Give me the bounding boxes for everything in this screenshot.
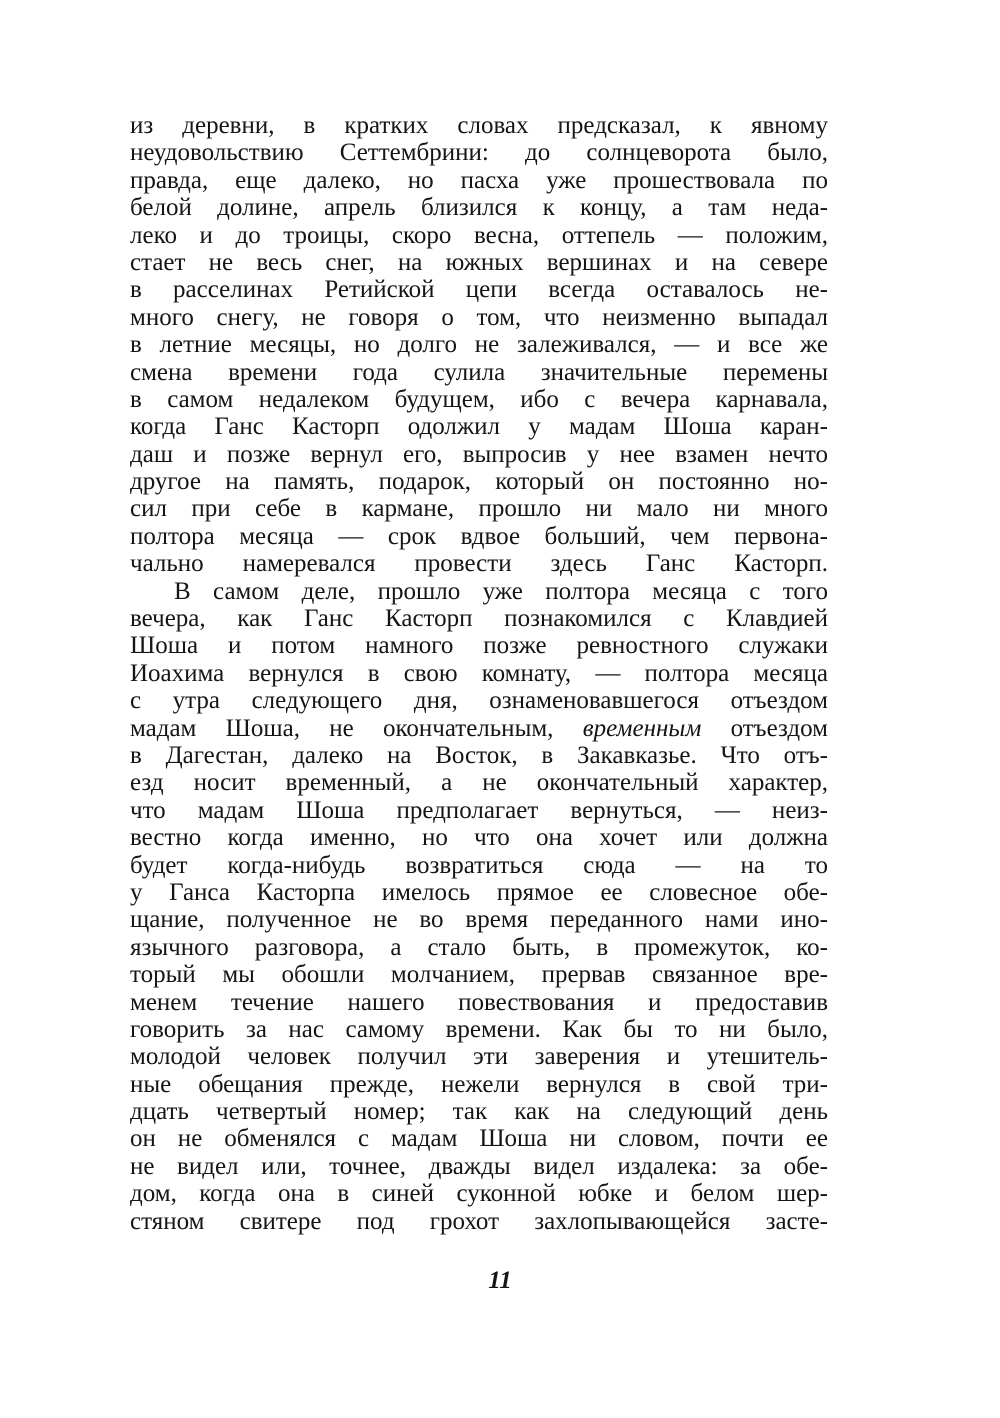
text-line: смена времени года сулила значительные перемены <box>130 358 828 386</box>
text-line: говорить за нас самому времени. Как бы то ни было, <box>130 1015 828 1043</box>
text-line-italic <box>130 715 828 742</box>
text-segment: мадам Шоша, не окончательным, <box>130 714 583 742</box>
text-line: в самом недалеком будущем, ибо с вечера карнавала, <box>130 385 828 413</box>
text-line: ные обещания прежде, нежели вернулся в свой три- <box>130 1070 828 1098</box>
paragraph-1 <box>130 112 828 578</box>
text-column <box>130 112 828 1235</box>
text-line: вестно когда именно, но что она хочет или должна <box>130 824 828 852</box>
text-line: дцать четвертый номер; так как на следующий день <box>130 1098 828 1126</box>
text-line: когда Ганс Касторп одолжил у мадам Шоша каран- <box>130 413 828 441</box>
text-line: стяном свитере под грохот захлопывающейся засте- <box>130 1207 828 1235</box>
text-line: леко и до троицы, скоро весна, оттепель — положим, <box>130 221 828 249</box>
text-line: В самом деле, прошло уже полтора месяца с того <box>174 577 828 605</box>
text-line: менем течение нашего повествования и предоставив <box>130 988 828 1016</box>
paragraph-2 <box>130 578 828 1235</box>
text-line: чально намеревался провести здесь Ганс Касторп. <box>130 550 828 578</box>
text-line: язычного разговора, а стало быть, в промежуток, ко- <box>130 933 828 961</box>
page-number: 11 <box>488 1267 512 1294</box>
text-line: белой долине, апрель близился к концу, а там неда- <box>130 194 828 222</box>
text-segment: отъездом <box>701 714 828 742</box>
text-line: полтора месяца — срок вдвое больший, чем первона- <box>130 522 828 550</box>
text-line: в Дагестан, далеко на Восток, в Закавказье. Что отъ- <box>130 741 828 769</box>
text-line: Шоша и потом намного позже ревностного служаки <box>130 632 828 660</box>
text-line: дом, когда она в синей суконной юбке и белом шер- <box>130 1180 828 1208</box>
text-line: сил при себе в кармане, прошло ни мало ни много <box>130 495 828 523</box>
paragraph-2-lines-after <box>130 742 828 1235</box>
text-line: даш и позже вернул его, выпросив у нее взамен нечто <box>130 440 828 468</box>
italic-word: временным <box>582 714 702 742</box>
text-line: он не обменялся с мадам Шоша ни словом, почти ее <box>130 1125 828 1153</box>
text-line: торый мы обошли молчанием, прервав связанное вре- <box>130 961 828 989</box>
text-line: неудовольствию Сеттембрини: до солнцеворота было, <box>130 139 828 167</box>
text-line: молодой человек получил эти заверения и утешитель- <box>130 1043 828 1071</box>
text-line: другое на память, подарок, который он постоянно но- <box>130 468 828 496</box>
text-line: будет когда-нибудь возвратиться сюда — на то <box>130 851 828 879</box>
text-line: что мадам Шоша предполагает вернуться, — неиз- <box>130 796 828 824</box>
text-line: не видел или, точнее, дважды видел издалека: за обе- <box>130 1152 828 1180</box>
text-line: стает не весь снег, на южных вершинах и на севере <box>130 248 828 276</box>
paragraph-2-lines-before <box>130 578 828 715</box>
text-line: в летние месяцы, но долго не залеживался, — и все же <box>130 331 828 359</box>
text-line: правда, еще далеко, но пасха уже прошествовала по <box>130 166 828 194</box>
text-line: из деревни, в кратких словах предсказал, к явному <box>130 112 828 139</box>
text-line: с утра следующего дня, ознаменовавшегося отъездом <box>130 687 828 715</box>
text-line: у Ганса Касторпа имелось прямое ее словесное обе- <box>130 878 828 906</box>
text-line: щание, полученное не во время переданного нами ино- <box>130 906 828 934</box>
text-line: в расселинах Ретийской цепи всегда оставалось не- <box>130 276 828 304</box>
text-line: езд носит временный, а не окончательный характер, <box>130 769 828 797</box>
text-line: Иоахима вернулся в свою комнату, — полтора месяца <box>130 659 828 687</box>
text-line: вечера, как Ганс Касторп познакомился с Клавдией <box>130 605 828 633</box>
text-line: много снегу, не говоря о том, что неизменно выпадал <box>130 303 828 331</box>
